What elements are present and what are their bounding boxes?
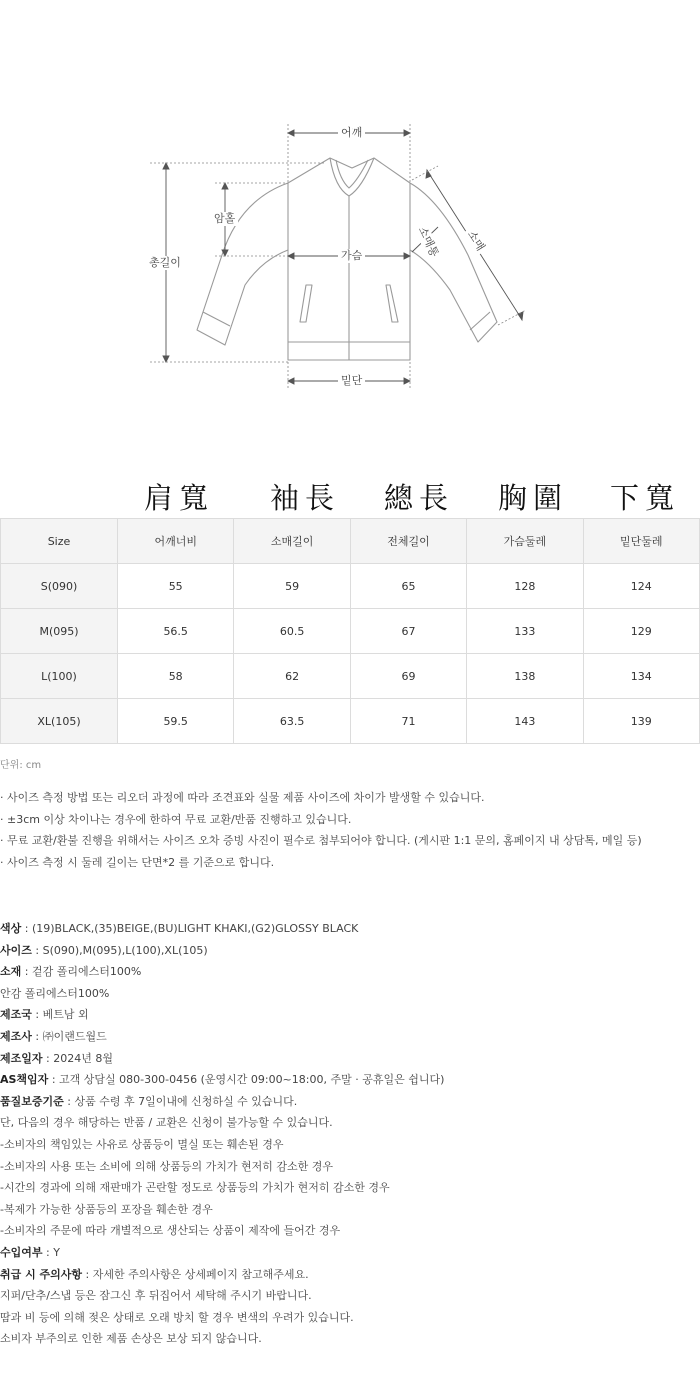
note-item: · ±3cm 이상 차이나는 경우에 한하여 무료 교환/반품 진행하고 있습니다. [0,812,352,826]
total-length-label: 총길이 [146,256,184,270]
table-cell: 59.5 [118,699,234,744]
size-notes [0,790,700,876]
table-cell: 124 [583,564,699,609]
hanja-total: 總長 [384,481,455,515]
info-value: : ㈜이랜드월드 [31,1029,107,1043]
info-line [0,1330,700,1352]
table-cell: 56.5 [118,609,234,654]
table-cell: 65 [350,564,466,609]
info-line [0,1244,700,1266]
table-cell: 129 [583,609,699,654]
hanja-shoulder: 肩寬 [144,481,215,515]
header-sleeve-length: 소매길이 [234,519,350,564]
info-value: : 고객 상담실 080-300-0456 (운영시간 09:00~18:00, 주말 · 공휴일은 쉽니다) [48,1073,445,1087]
hanja-headings [0,478,700,518]
info-line [0,1158,700,1180]
size-cell: XL(105) [1,699,118,744]
unit-note: 단위: cm [0,760,42,771]
header-chest: 가슴둘레 [467,519,583,564]
info-line [0,1266,700,1288]
info-label: 색상 [0,922,22,935]
info-value: : (19)BLACK,(35)BEIGE,(BU)LIGHT KHAKI,(G2)GLOSSY BLACK [21,922,359,935]
info-value: -소비자의 주문에 따라 개별적으로 생산되는 상품이 제작에 들어간 경우 [0,1224,341,1238]
table-cell: 133 [467,609,583,654]
info-line [0,1179,700,1201]
info-label: 소재 [0,965,22,979]
table-cell: 138 [467,654,583,699]
info-value: : 겉감 폴리에스터100% [21,965,142,979]
table-row [1,609,700,654]
shoulder-label: 어깨 [338,126,365,140]
info-label: 제조사 [0,1029,32,1043]
header-total-length: 전체길이 [350,519,466,564]
info-line [0,1006,700,1028]
jacket-illustration [0,0,700,460]
info-line [0,1093,700,1115]
info-value: -소비자의 책임있는 사유로 상품등이 멸실 또는 훼손된 경우 [0,1137,284,1151]
info-label: 사이즈 [0,943,32,957]
table-cell: 55 [118,564,234,609]
hem-label: 밑단 [338,374,365,388]
info-label: 취급 시 주의사항 [0,1267,83,1281]
info-value: : 자세한 주의사항은 상세페이지 참고해주세요. [82,1267,309,1281]
info-line [0,1222,700,1244]
table-cell: 139 [583,699,699,744]
sleeve-label: 소매 [462,226,488,257]
table-cell: 58 [118,654,234,699]
table-cell: 67 [350,609,466,654]
size-diagram [0,0,700,460]
info-value: -소비자의 사용 또는 소비에 의해 상품등의 가치가 현저히 감소한 경우 [0,1159,333,1173]
info-line [0,1136,700,1158]
info-label: 수입여부 [0,1245,43,1259]
info-value: : 베트남 외 [31,1008,89,1022]
table-row [1,564,700,609]
info-line [0,942,700,964]
info-value: 지퍼/단추/스냅 등은 잠그신 후 뒤집어서 세탁해 주시기 바랍니다. [0,1289,312,1303]
info-value: : 상품 수령 후 7일이내에 신청하실 수 있습니다. [63,1094,298,1108]
header-shoulder-width: 어깨너비 [118,519,234,564]
armhole-label: 암홀 [211,212,238,226]
info-value: 안감 폴리에스터100% [0,986,110,1000]
note-item: · 무료 교환/환불 진행을 위해서는 사이즈 오차 증빙 사진이 필수로 첨부되어야 합니다. (게시판 1:1 문의, 홈페이지 내 상담톡, 메일 등) [0,834,642,847]
chest-label: 가슴 [338,249,365,263]
info-line [0,1309,700,1331]
table-cell: 62 [234,654,350,699]
size-cell: S(090) [1,564,118,609]
info-line [0,1287,700,1309]
product-info [0,920,700,1352]
info-value: : Y [42,1245,60,1259]
info-label: AS책임자 [0,1073,49,1087]
info-value: : S(090),M(095),L(100),XL(105) [31,943,208,957]
info-value: -복제가 가능한 상품등의 포장을 훼손한 경우 [0,1202,213,1216]
info-line [0,1028,700,1050]
table-cell: 59 [234,564,350,609]
header-hem: 밑단둘레 [583,519,699,564]
note-item: · 사이즈 측정 방법 또는 리오더 과정에 따라 조견표와 실물 제품 사이즈에 차이가 발생할 수 있습니다. [0,791,485,804]
info-value: 단, 다음의 경우 해당하는 반품 / 교환은 신청이 불가능할 수 있습니다. [0,1116,333,1130]
info-line [0,963,700,985]
info-label: 제조일자 [0,1051,43,1065]
info-value: 땀과 비 등에 의해 젖은 상태로 오래 방치 할 경우 변색의 우려가 있습니다. [0,1310,354,1324]
table-header-row [1,519,700,564]
info-value: : 2024년 8월 [42,1051,113,1065]
hanja-chest: 胸圍 [498,481,569,515]
table-cell: 60.5 [234,609,350,654]
info-label: 제조국 [0,1008,32,1022]
info-line [0,1114,700,1136]
info-value: 소비자 부주의로 인한 제품 손상은 보상 되지 않습니다. [0,1332,262,1346]
info-line [0,985,700,1007]
size-table [0,518,700,744]
hanja-sleeve: 袖長 [270,481,341,515]
info-label: 품질보증기준 [0,1094,64,1108]
table-cell: 134 [583,654,699,699]
table-row [1,699,700,744]
table-cell: 63.5 [234,699,350,744]
table-cell: 143 [467,699,583,744]
table-row [1,654,700,699]
sleeve-width-label: 소매통 [414,222,443,262]
note-item: · 사이즈 측정 시 둘레 길이는 단면*2 를 기준으로 합니다. [0,855,275,869]
table-cell: 69 [350,654,466,699]
info-value: -시간의 경과에 의해 재판매가 곤란할 정도로 상품등의 가치가 현저히 감소한 경우 [0,1181,390,1195]
info-line [0,1050,700,1072]
hanja-hem: 下寬 [610,481,681,515]
info-line [0,1201,700,1223]
table-cell: 71 [350,699,466,744]
table-cell: 128 [467,564,583,609]
info-line [0,920,700,942]
info-line [0,1071,700,1093]
header-size: Size [1,519,118,564]
size-cell: M(095) [1,609,118,654]
size-cell: L(100) [1,654,118,699]
